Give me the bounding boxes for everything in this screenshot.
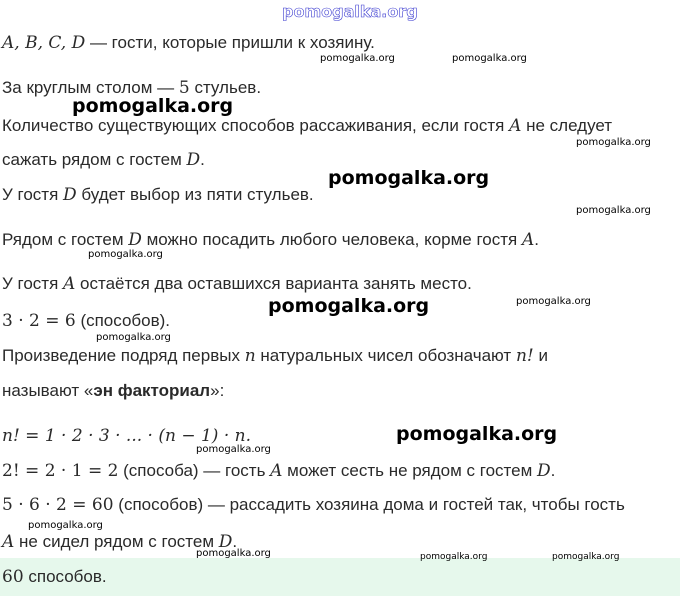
line-guest-a-options: У гостя A остаётся два оставшихся варианта занять место.	[2, 274, 472, 294]
math-guests: A, B, C, D	[2, 33, 86, 53]
watermark: pomogalka.org	[88, 249, 163, 260]
watermark: pomogalka.org	[196, 444, 271, 455]
answer-line: 60 способов.	[2, 567, 107, 587]
watermark: pomogalka.org	[396, 423, 558, 445]
watermark: pomogalka.org	[268, 295, 430, 317]
line-next-seat: Рядом с гостем D можно посадить любого человека, корме гостя A.	[2, 230, 539, 250]
line-next-to-d: сажать рядом с гостем D.	[2, 150, 205, 170]
line-not-next: A не сидел рядом с гостем D.	[2, 532, 238, 552]
line-factorial-def: Произведение подряд первых n натуральных чисел обозначают n! и	[2, 346, 548, 366]
watermark: pomogalka.org	[72, 95, 234, 117]
watermark: pomogalka.org	[516, 296, 591, 307]
line-two-factorial: 2! = 2 · 1 = 2 (способа) — гость A может сесть не рядом с гостем D.	[2, 461, 556, 481]
watermark: pomogalka.org	[28, 520, 103, 531]
watermark: pomogalka.org	[196, 548, 271, 559]
line-count-ways: Количество существующих способов рассаживания, если гостя A не следует	[2, 116, 613, 136]
line-product-3-2: 3 · 2 = 6 (способов).	[2, 311, 171, 331]
watermark: pomogalka.org	[452, 53, 527, 64]
watermark: pomogalka.org	[320, 53, 395, 64]
line-guests: A, B, C, D — гости, которые пришли к хозяину.	[2, 33, 375, 53]
watermark: pomogalka.org	[328, 167, 490, 189]
line-chairs: За круглым столом — 5 стульев.	[2, 78, 262, 98]
watermark: pomogalka.org	[552, 552, 620, 562]
site-header-logo[interactable]: pomogalka.org	[282, 2, 418, 21]
watermark: pomogalka.org	[576, 205, 651, 216]
watermark: pomogalka.org	[96, 332, 171, 343]
line-factorial-name: называют «эн факториал»:	[2, 381, 225, 400]
watermark: pomogalka.org	[576, 137, 651, 148]
line-final-product: 5 · 6 · 2 = 60 (способов) — рассадить хозяина дома и гостей так, чтобы гость	[2, 495, 625, 515]
line-factorial-formula: n! = 1 · 2 · 3 · ... · (n − 1) · n.	[2, 426, 251, 446]
watermark: pomogalka.org	[420, 552, 488, 562]
line-guest-d-choice: У гостя D будет выбор из пяти стульев.	[2, 185, 314, 205]
